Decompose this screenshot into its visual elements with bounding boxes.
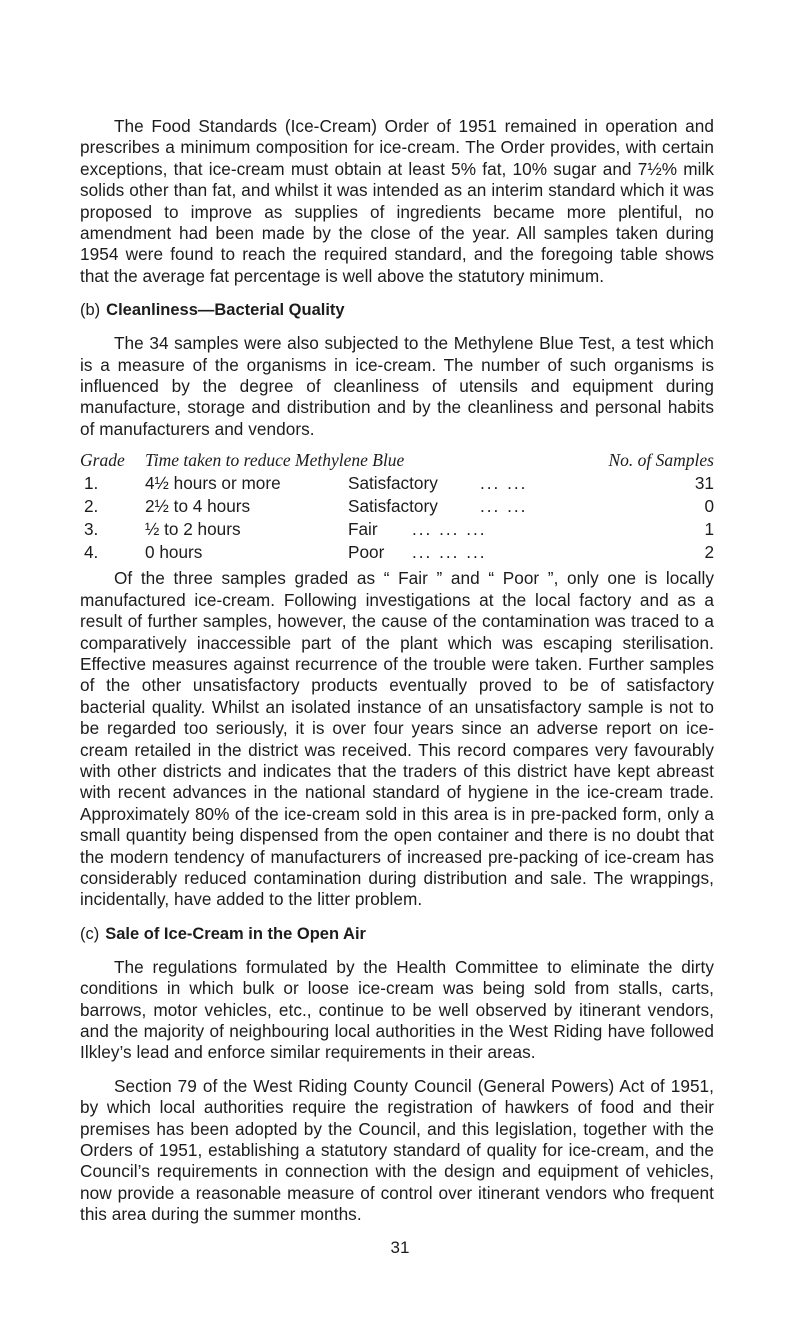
cell-leader-dots: ... ... bbox=[480, 496, 528, 517]
cell-time: 4½ hours or more bbox=[145, 473, 281, 494]
cell-result: Poor bbox=[348, 542, 385, 563]
paragraph-section-79: Section 79 of the West Riding County Council (General Powers) Act of 1951, by which local authorities require the registration of hawkers of food and their premises has been adopted by the Council, and this legislation, together with the Orders of 1951, establishing a statutory standard of quality for ice-cream, and the Council’s requirements in connection with the design and equipment of vehicles, now provide a reasonable measure of control over itinerant vendors who frequent this area during the summer months. bbox=[80, 1075, 714, 1225]
page-number: 31 bbox=[390, 1238, 410, 1257]
table-row bbox=[80, 472, 714, 495]
cell-grade: 2. bbox=[84, 496, 99, 517]
cell-time: 0 hours bbox=[145, 542, 203, 563]
table-row bbox=[80, 495, 714, 518]
section-label-b: (b) bbox=[80, 301, 101, 320]
paragraph-food-standards: The Food Standards (Ice-Cream) Order of 1951 remained in operation and prescribes a minimum composition for ice-cream. The Order provides, with certain exceptions, that ice-cream must obtain at least 5% fat, 10% sugar and 7½% milk solids other than fat, and whilst it was intended as an interim standard which it was proposed to improve as supplies of ingredients became more plentiful, no amendment had been made by the close of the year. All samples taken during 1954 were found to reach the required standard, and the foregoing table shows that the average fat percentage is well above the statutory minimum. bbox=[80, 116, 714, 286]
methylene-blue-table bbox=[80, 449, 714, 564]
cell-result: Satisfactory bbox=[348, 473, 438, 494]
cell-leader-dots: ... ... ... bbox=[412, 519, 487, 540]
cell-grade: 1. bbox=[84, 473, 99, 494]
section-title-b: Cleanliness—Bacterial Quality bbox=[106, 301, 345, 320]
cell-grade: 4. bbox=[84, 542, 99, 563]
section-label-c: (c) bbox=[80, 924, 100, 943]
cell-samples: 31 bbox=[694, 473, 714, 494]
cell-result: Satisfactory bbox=[348, 496, 438, 517]
cell-leader-dots: ... ... bbox=[480, 473, 528, 494]
cell-samples: 0 bbox=[704, 496, 714, 517]
document-page bbox=[80, 116, 714, 1226]
cell-leader-dots: ... ... ... bbox=[412, 542, 487, 563]
table-row bbox=[80, 518, 714, 541]
cell-grade: 3. bbox=[84, 519, 99, 540]
cell-samples: 2 bbox=[704, 542, 714, 563]
paragraph-three-samples: Of the three samples graded as “ Fair ” and “ Poor ”, only one is locally manufactured ice-cream. Following investigations at the local factory and as a result of further samples, however, the cause of the contamination was traced to a comparatively inaccessible part of the plant which was escaping sterilisation. Effective measures against recurrence of the trouble were taken. Further samples of the other unsatisfactory products eventually proved to be of satisfactory bacterial quality. Whilst an isolated instance of an unsatisfactory sample is not to be regarded too seriously, it is over four years since an adverse report on ice-cream retailed in the district was received. This record compares very favourably with other districts and indicates that the traders of this district have kept abreast with recent advances in the national standard of hygiene in the ice-cream trade. Approximately 80% of the ice-cream sold in this area is in pre-packed form, only a small quantity being dispensed from the open container and there is no doubt that the modern tendency of manufacturers of increased pre-packing of ice-cream has considerably reduced contamination during distribution and sale. The wrappings, incidentally, have added to the litter problem. bbox=[80, 568, 714, 910]
section-heading-b bbox=[80, 300, 714, 321]
paragraph-methylene-intro: The 34 samples were also subjected to the Methylene Blue Test, a test which is a measure of the organisms in ice-cream. The number of such organisms is influenced by the degree of cleanliness of utensils and equipment during manufacture, storage and distribution and by the cleanliness and personal habits of manufacturers and vendors. bbox=[80, 333, 714, 439]
table-header-row bbox=[80, 449, 714, 472]
cell-samples: 1 bbox=[704, 519, 714, 540]
paragraph-regulations: The regulations formulated by the Health Committee to eliminate the dirty conditions in which bulk or loose ice-cream was being sold from stalls, carts, barrows, motor vehicles, etc., continue to be well observed by itinerant vendors, and the majority of neighbouring local authorities in the West Riding have followed Ilkley’s lead and enforce similar requirements in their areas. bbox=[80, 956, 714, 1063]
cell-time: 2½ to 4 hours bbox=[145, 496, 251, 517]
section-title-c: Sale of Ice-Cream in the Open Air bbox=[105, 924, 366, 943]
header-time: Time taken to reduce Methylene Blue bbox=[145, 450, 405, 471]
table-row bbox=[80, 541, 714, 564]
cell-time: ½ to 2 hours bbox=[145, 519, 241, 540]
header-grade: Grade bbox=[80, 450, 125, 471]
header-samples: No. of Samples bbox=[608, 450, 714, 471]
cell-result: Fair bbox=[348, 519, 378, 540]
section-heading-c bbox=[80, 924, 714, 945]
